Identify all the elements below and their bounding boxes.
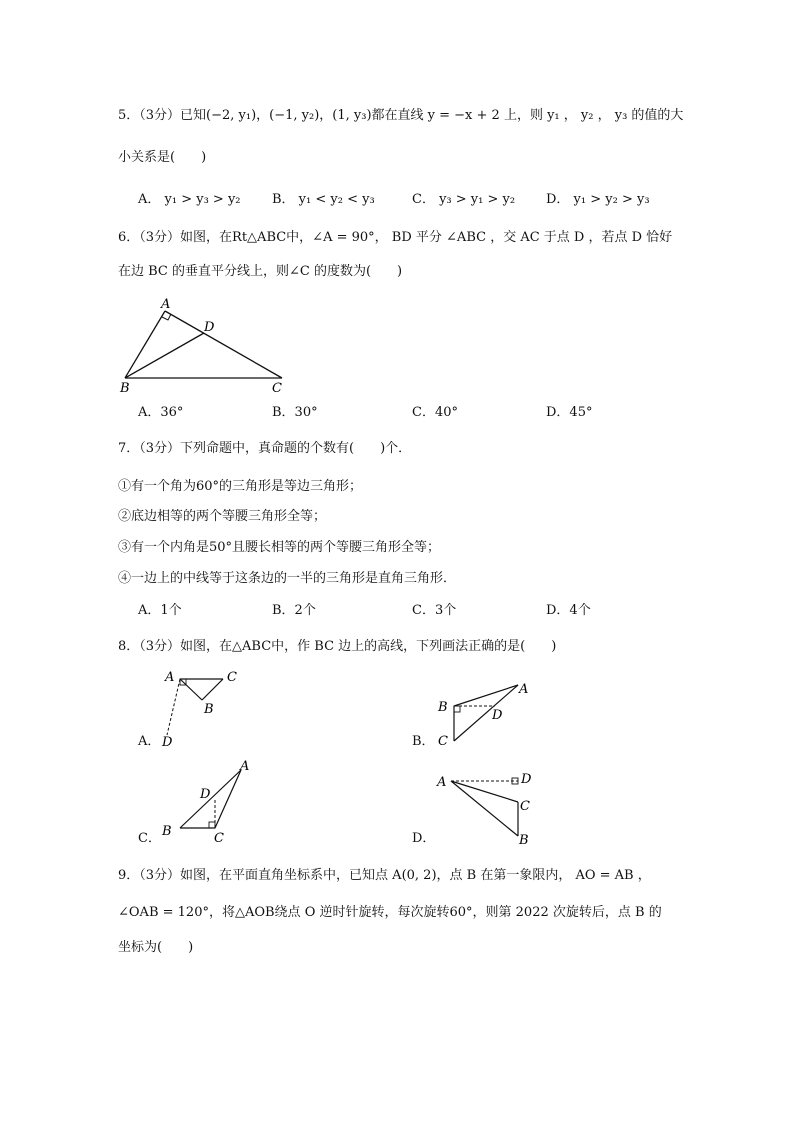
q6-option-b[interactable]: B．30°: [272, 405, 318, 420]
q7-option-c[interactable]: C．3个: [412, 603, 457, 618]
q6-option-a[interactable]: A．36°: [138, 405, 184, 420]
q8-option-a-letter[interactable]: A．: [138, 734, 161, 749]
q8-figure-c[interactable]: [155, 755, 265, 845]
q8b-label-c: C: [438, 734, 448, 749]
q8a-label-d: D: [162, 735, 173, 750]
q8a-side-cb: [202, 679, 223, 700]
q8d-side-ac: [451, 781, 518, 802]
q5-stem-line2: 小关系是( ): [118, 150, 207, 165]
q6-label-b: B: [120, 381, 130, 396]
q8c-right-angle-mark: [209, 822, 215, 828]
q6-bisector-bd: [125, 333, 204, 378]
q7-option-d[interactable]: D．4个: [546, 603, 591, 618]
q7-statement-2: ②底边相等的两个等腰三角形全等；: [118, 509, 327, 524]
q8c-label-c: C: [214, 831, 224, 845]
q8b-label-b: B: [438, 700, 448, 715]
q5-option-a[interactable]: A． y₁ > y₃ > y₂: [138, 192, 241, 207]
q8-figure-d[interactable]: [432, 765, 552, 850]
q8c-label-a: A: [240, 759, 250, 774]
q9-stem-line2: ∠OAB = 120°，将△AOB绕点 O 逆时针旋转，每次旋转60°，则第 2022 次旋转后，点 B 的: [118, 905, 662, 920]
q7-option-a[interactable]: A．1个: [138, 603, 182, 618]
q5-option-c[interactable]: C． y₃ > y₁ > y₂: [412, 192, 516, 207]
q7-statement-1: ①有一个角为60°的三角形是等边三角形；: [118, 479, 363, 494]
q6-stem-line2: 在边 BC 的垂直平分线上，则∠C 的度数为( ): [118, 264, 403, 279]
q8-option-b-letter[interactable]: B．: [412, 734, 435, 749]
q8c-side-ac: [215, 770, 241, 828]
q8b-label-a: A: [519, 682, 529, 697]
q8a-side-ab: [180, 679, 202, 700]
q8-option-c-letter[interactable]: C．: [138, 831, 161, 846]
q8b-right-angle-mark: [454, 706, 460, 712]
q8d-side-ab: [451, 781, 518, 836]
q7-option-b[interactable]: B．2个: [272, 603, 316, 618]
q5-option-d[interactable]: D． y₁ > y₂ > y₃: [546, 192, 650, 207]
q8b-side-ab: [454, 685, 518, 706]
q8b-label-d: D: [492, 708, 503, 723]
q9-stem-line3: 坐标为( ): [118, 940, 194, 955]
q8a-height-dashed: [167, 679, 180, 735]
q7-stem: 7．（3分）下列命题中，真命题的个数有( )个．: [118, 441, 412, 456]
q6-label-d: D: [204, 320, 215, 335]
q6-side-ab: [125, 311, 165, 378]
q7-statement-3: ③有一个内角是50°且腰长相等的两个等腰三角形全等；: [118, 540, 441, 555]
q6-label-a: A: [161, 297, 171, 312]
q8-option-d-letter[interactable]: D．: [412, 831, 436, 846]
q5-option-b[interactable]: B． y₁ < y₂ < y₃: [272, 192, 375, 207]
q8a-label-a: A: [165, 670, 175, 685]
q8b-side-ac: [454, 685, 518, 741]
q8d-label-d: D: [521, 772, 532, 787]
q6-stem-line1: 6．（3分）如图，在Rt△ABC中，∠A = 90°， BD 平分 ∠ABC ，交 AC 于点 D ，若点 D 恰好: [118, 230, 673, 245]
q8c-label-d: D: [200, 787, 211, 802]
q6-triangle-figure: [110, 295, 310, 400]
q8-figure-b[interactable]: [432, 675, 542, 750]
q5-stem-line1: 5．（3分）已知(−2, y₁)，(−1, y₂)，(1, y₃)都在直线 y = −x + 2 上，则 y₁ ， y₂ ， y₃ 的值的大: [118, 108, 684, 123]
q6-label-c: C: [272, 381, 282, 396]
q8d-label-c: C: [520, 799, 530, 814]
q7-statement-4: ④一边上的中线等于这条边的一半的三角形是直角三角形．: [118, 571, 457, 586]
q8a-label-b: B: [204, 702, 214, 717]
q8-stem: 8．（3分）如图，在△ABC中，作 BC 边上的高线，下列画法正确的是( ): [118, 639, 557, 654]
q8c-label-b: B: [162, 824, 172, 839]
q6-option-d[interactable]: D．45°: [546, 405, 593, 420]
q8c-side-ab: [180, 770, 241, 828]
q8d-label-a: A: [437, 775, 447, 790]
q8a-label-c: C: [227, 670, 237, 685]
q6-option-c[interactable]: C．40°: [412, 405, 458, 420]
q8-figure-a[interactable]: [155, 665, 255, 750]
q9-stem-line1: 9．（3分）如图，在平面直角坐标系中，已知点 A(0, 2)，点 B 在第一象限内， AO = AB ，: [118, 868, 651, 883]
q8d-label-b: B: [519, 833, 529, 848]
